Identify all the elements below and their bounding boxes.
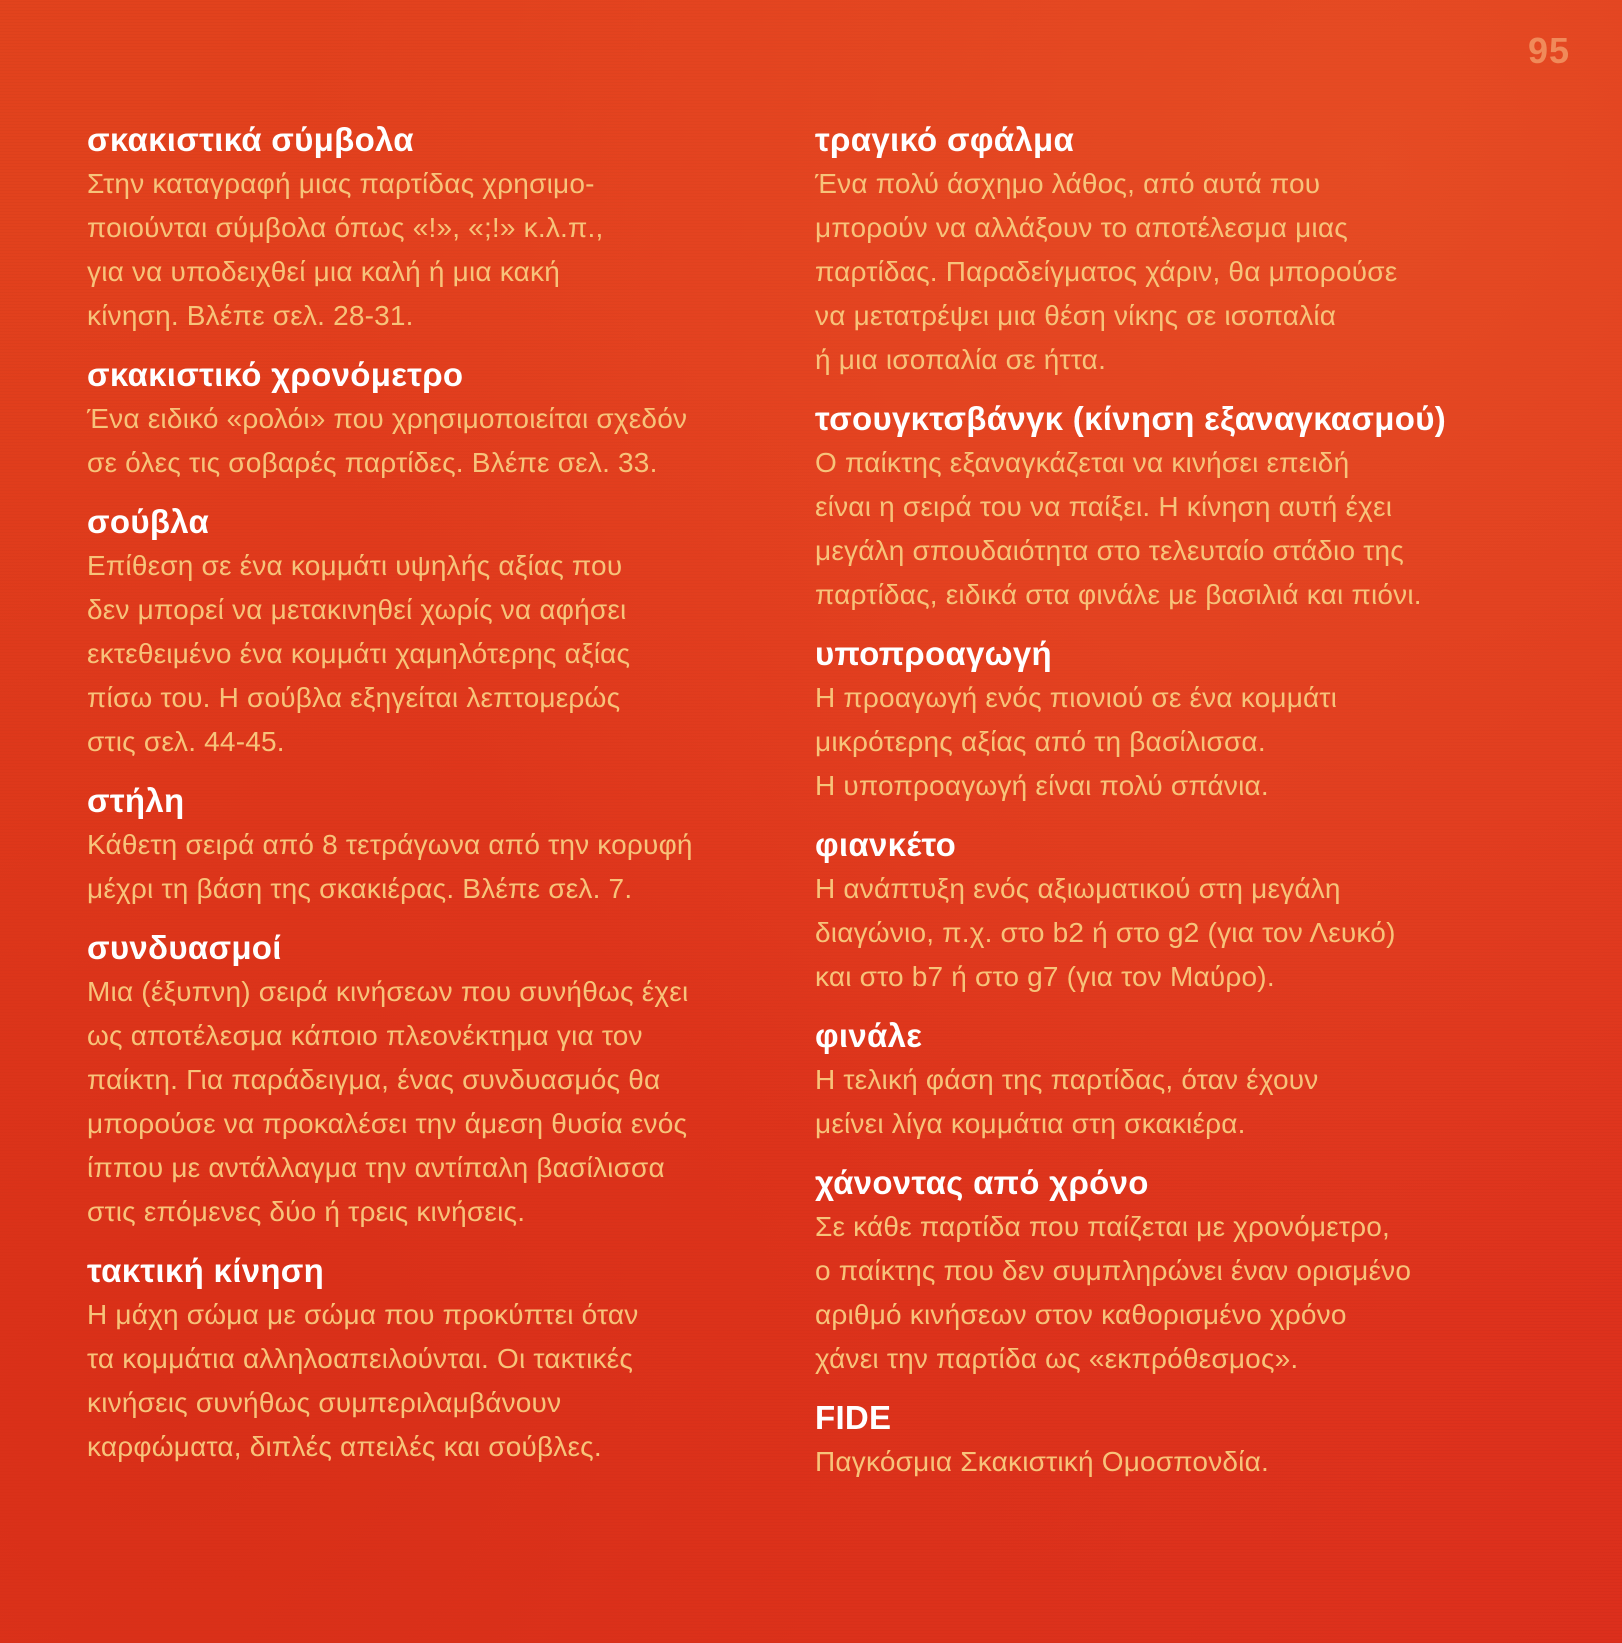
definition-line: παίκτη. Για παράδειγμα, ένας συνδυασμός θα xyxy=(87,1064,661,1095)
glossary-term: φιανκέτο xyxy=(815,826,957,863)
definition-line: Ο παίκτης εξαναγκάζεται να κινήσει επειδή xyxy=(815,447,1350,478)
glossary-entry xyxy=(87,500,767,764)
definition-line: Ένα ειδικό «ρολόι» που χρησιμοποιείται σχεδόν xyxy=(87,403,688,434)
definition-line: ο παίκτης που δεν συμπληρώνει έναν ορισμένο xyxy=(815,1255,1412,1286)
glossary-definition xyxy=(87,162,767,338)
definition-line: καρφώματα, διπλές απειλές και σούβλες. xyxy=(87,1431,602,1462)
glossary-term: στήλη xyxy=(87,782,185,819)
glossary-entry xyxy=(815,1396,1515,1484)
glossary-entry xyxy=(815,632,1515,808)
definition-line: Στην καταγραφή μιας παρτίδας χρησιμο- xyxy=(87,168,595,199)
glossary-term: τακτική κίνηση xyxy=(87,1252,325,1289)
definition-line: χάνει την παρτίδα ως «εκπρόθεσμος». xyxy=(815,1343,1299,1374)
glossary-entry xyxy=(87,118,767,338)
glossary-entry xyxy=(87,353,767,485)
definition-line: για να υποδειχθεί μια καλή ή μια κακή xyxy=(87,256,561,287)
definition-line: παρτίδας. Παραδείγματος χάριν, θα μπορούσε xyxy=(815,256,1398,287)
glossary-definition xyxy=(815,676,1515,808)
definition-line: δεν μπορεί να μετακινηθεί χωρίς να αφήσει xyxy=(87,594,627,625)
definition-line: Η προαγωγή ενός πιονιού σε ένα κομμάτι xyxy=(815,682,1338,713)
glossary-term: τσουγκτσβάνγκ (κίνηση εξαναγκασμού) xyxy=(815,400,1447,437)
definition-line: διαγώνιο, π.χ. στο b2 ή στο g2 (για τον Λευκό) xyxy=(815,917,1396,948)
glossary-definition xyxy=(87,397,767,485)
glossary-term: τραγικό σφάλμα xyxy=(815,121,1075,158)
definition-line: είναι η σειρά του να παίξει. Η κίνηση αυτή έχει xyxy=(815,491,1393,522)
definition-line: και στο b7 ή στο g7 (για τον Μαύρο). xyxy=(815,961,1275,992)
definition-line: ίππου με αντάλλαγμα την αντίπαλη βασίλισσα xyxy=(87,1152,665,1183)
glossary-definition xyxy=(815,1205,1515,1381)
glossary-column-left xyxy=(87,118,767,1484)
definition-line: εκτεθειμένο ένα κομμάτι χαμηλότερης αξίας xyxy=(87,638,631,669)
definition-line: μπορούν να αλλάξουν το αποτέλεσμα μιας xyxy=(815,212,1348,243)
definition-line: ή μια ισοπαλία σε ήττα. xyxy=(815,344,1107,375)
definition-line: πίσω του. Η σούβλα εξηγείται λεπτομερώς xyxy=(87,682,621,713)
glossary-definition xyxy=(815,867,1515,999)
definition-line: κινήσεις συνήθως συμπεριλαμβάνουν xyxy=(87,1387,562,1418)
glossary-entry xyxy=(815,118,1515,382)
definition-line: Η μάχη σώμα με σώμα που προκύπτει όταν xyxy=(87,1299,639,1330)
glossary-term: φινάλε xyxy=(815,1017,923,1054)
glossary-entry xyxy=(87,926,767,1234)
definition-line: Σε κάθε παρτίδα που παίζεται με χρονόμετρο, xyxy=(815,1211,1391,1242)
definition-line: Μια (έξυπνη) σειρά κινήσεων που συνήθως έχει xyxy=(87,976,689,1007)
definition-line: Παγκόσμια Σκακιστική Ομοσπονδία. xyxy=(815,1446,1269,1477)
glossary-term: συνδυασμοί xyxy=(87,929,282,966)
glossary-definition xyxy=(815,1440,1515,1484)
definition-line: μπορούσε να προκαλέσει την άμεση θυσία ενός xyxy=(87,1108,688,1139)
definition-line: μείνει λίγα κομμάτια στη σκακιέρα. xyxy=(815,1108,1246,1139)
definition-line: ως αποτέλεσμα κάποιο πλεονέκτημα για τον xyxy=(87,1020,643,1051)
glossary-definition xyxy=(815,1058,1515,1146)
glossary-term: σκακιστικά σύμβολα xyxy=(87,121,414,158)
definition-line: αριθμό κινήσεων στον καθορισμένο χρόνο xyxy=(815,1299,1347,1330)
glossary-entry xyxy=(87,779,767,911)
glossary-entry xyxy=(815,823,1515,999)
glossary-term: χάνοντας από χρόνο xyxy=(815,1164,1149,1201)
definition-line: Η υποπροαγωγή είναι πολύ σπάνια. xyxy=(815,770,1269,801)
glossary-entry xyxy=(87,1249,767,1469)
glossary-definition xyxy=(87,1293,767,1469)
definition-line: ποιούνται σύμβολα όπως «!», «;!» κ.λ.π., xyxy=(87,212,604,243)
definition-line: σε όλες τις σοβαρές παρτίδες. Βλέπε σελ. 33. xyxy=(87,447,658,478)
definition-line: στις επόμενες δύο ή τρεις κινήσεις. xyxy=(87,1196,526,1227)
definition-line: στις σελ. 44-45. xyxy=(87,726,285,757)
page-number: 95 xyxy=(1528,30,1571,71)
definition-line: Η τελική φάση της παρτίδας, όταν έχουν xyxy=(815,1064,1319,1095)
definition-line: μέχρι τη βάση της σκακιέρας. Βλέπε σελ. 7. xyxy=(87,873,633,904)
glossary-definition xyxy=(815,162,1515,382)
glossary-definition xyxy=(815,441,1515,617)
definition-line: να μετατρέψει μια θέση νίκης σε ισοπαλία xyxy=(815,300,1337,331)
definition-line: τα κομμάτια αλληλοαπειλούνται. Οι τακτικές xyxy=(87,1343,634,1374)
glossary-entry xyxy=(815,1161,1515,1381)
definition-line: μικρότερης αξίας από τη βασίλισσα. xyxy=(815,726,1266,757)
glossary-entry xyxy=(815,1014,1515,1146)
glossary-definition xyxy=(87,823,767,911)
glossary-term: σούβλα xyxy=(87,503,210,540)
definition-line: Ένα πολύ άσχημο λάθος, από αυτά που xyxy=(815,168,1321,199)
definition-line: Επίθεση σε ένα κομμάτι υψηλής αξίας που xyxy=(87,550,623,581)
definition-line: παρτίδας, ειδικά στα φινάλε με βασιλιά και πιόνι. xyxy=(815,579,1422,610)
glossary-definition xyxy=(87,544,767,764)
glossary-term: σκακιστικό χρονόμετρο xyxy=(87,356,464,393)
definition-line: Κάθετη σειρά από 8 τετράγωνα από την κορυφή xyxy=(87,829,693,860)
glossary-definition xyxy=(87,970,767,1234)
definition-line: μεγάλη σπουδαιότητα στο τελευταίο στάδιο της xyxy=(815,535,1404,566)
definition-line: Η ανάπτυξη ενός αξιωματικού στη μεγάλη xyxy=(815,873,1341,904)
definition-line: κίνηση. Βλέπε σελ. 28-31. xyxy=(87,300,414,331)
glossary-entry xyxy=(815,397,1515,617)
glossary-column-right xyxy=(815,118,1515,1499)
glossary-term: FIDE xyxy=(815,1399,892,1436)
glossary-term: υποπροαγωγή xyxy=(815,635,1052,672)
